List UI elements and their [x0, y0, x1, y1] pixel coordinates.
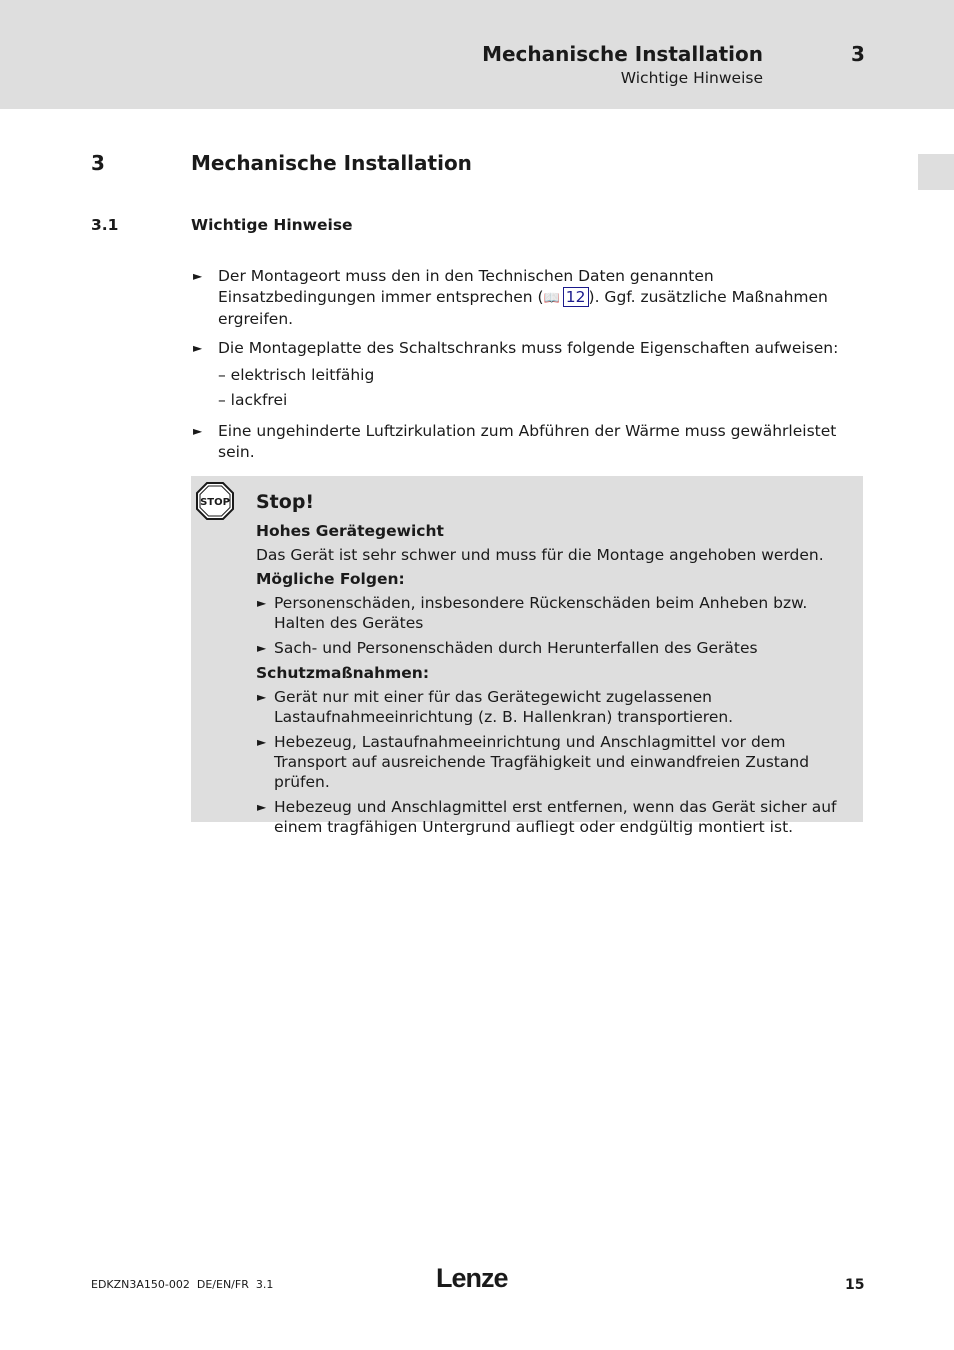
measures-label: Schutzmaßnahmen: — [256, 664, 430, 682]
bullet-text-part1: Der Montageort muss den in den Technischen Daten genannten Einsatzbedingungen immer entsprechen ( — [218, 267, 714, 306]
list-item — [256, 797, 856, 837]
triangle-right-icon: ► — [257, 596, 267, 610]
triangle-right-icon: ► — [193, 424, 203, 438]
consequence-text: Personenschäden, insbesondere Rückenschäden beim Anheben bzw. Halten des Gerätes — [274, 594, 808, 632]
subsection-title: Wichtige Hinweise — [191, 216, 353, 234]
consequence-text: Sach- und Personenschäden durch Herunterfallen des Gerätes — [274, 639, 758, 657]
list-item — [256, 687, 856, 727]
list-item — [191, 266, 851, 330]
page-number: 15 — [845, 1277, 865, 1293]
triangle-right-icon: ► — [193, 341, 203, 355]
triangle-right-icon: ► — [257, 735, 267, 749]
subsection-number: 3.1 — [91, 216, 119, 234]
section-number: 3 — [91, 151, 105, 175]
list-item — [191, 338, 851, 413]
page-reference-link[interactable]: 12 — [563, 287, 589, 307]
header-chapter-number: 3 — [851, 42, 865, 66]
list-item — [256, 638, 856, 658]
bullet-text-part2: ). Ggf. zusätzliche Maßnahmen ergreifen. — [218, 288, 828, 328]
chapter-tab-marker — [918, 154, 954, 190]
bullet-text: Die Montageplatte des Schaltschranks muss folgende Eigenschaften aufweisen: — [218, 339, 839, 357]
requirements-list — [191, 266, 851, 471]
sub-item: – elektrisch leitfähig — [218, 366, 375, 384]
stop-subtitle: Hohes Gerätegewicht — [256, 522, 444, 540]
stop-description: Das Gerät ist sehr schwer und muss für die Montage angehoben werden. — [256, 546, 824, 564]
triangle-right-icon: ► — [257, 641, 267, 655]
page-header — [0, 0, 954, 109]
stop-sign-icon — [196, 482, 234, 520]
list-item — [256, 732, 856, 792]
sub-item: – lackfrei — [218, 391, 288, 409]
stop-title: Stop! — [256, 491, 315, 513]
measure-text: Gerät nur mit einer für das Gerätegewicht zugelassenen Lastaufnahmeeinrichtung (z. B. Hallenkran) transportieren. — [274, 688, 734, 726]
section-title: Mechanische Installation — [191, 151, 472, 175]
measure-text: Hebezeug, Lastaufnahmeeinrichtung und Anschlagmittel vor dem Transport auf ausreichende Tragfähigkeit und einwandfreien Zustand prüfen. — [274, 733, 810, 791]
consequences-label: Mögliche Folgen: — [256, 570, 405, 588]
sub-list — [218, 363, 851, 413]
footer-document-id: EDKZN3A150-002 DE/EN/FR 3.1 — [91, 1278, 274, 1291]
list-item — [256, 593, 856, 633]
header-title: Mechanische Installation — [482, 42, 763, 66]
list-item — [191, 421, 851, 463]
triangle-right-icon: ► — [193, 269, 203, 283]
lenze-logo: Lenze — [436, 1263, 508, 1293]
triangle-right-icon: ► — [257, 800, 267, 814]
bullet-text: Eine ungehinderte Luftzirkulation zum Abführen der Wärme muss gewährleistet sein. — [218, 422, 837, 461]
triangle-right-icon: ► — [257, 690, 267, 704]
book-icon: 📖 — [543, 291, 560, 306]
stop-sign-label: STOP — [200, 497, 230, 508]
measure-text: Hebezeug und Anschlagmittel erst entfernen, wenn das Gerät sicher auf einem tragfähigen Untergrund aufliegt oder endgültig montiert ist. — [274, 798, 837, 836]
header-subtitle: Wichtige Hinweise — [620, 69, 763, 87]
stop-content — [256, 492, 856, 842]
stop-warning-box — [191, 476, 863, 836]
